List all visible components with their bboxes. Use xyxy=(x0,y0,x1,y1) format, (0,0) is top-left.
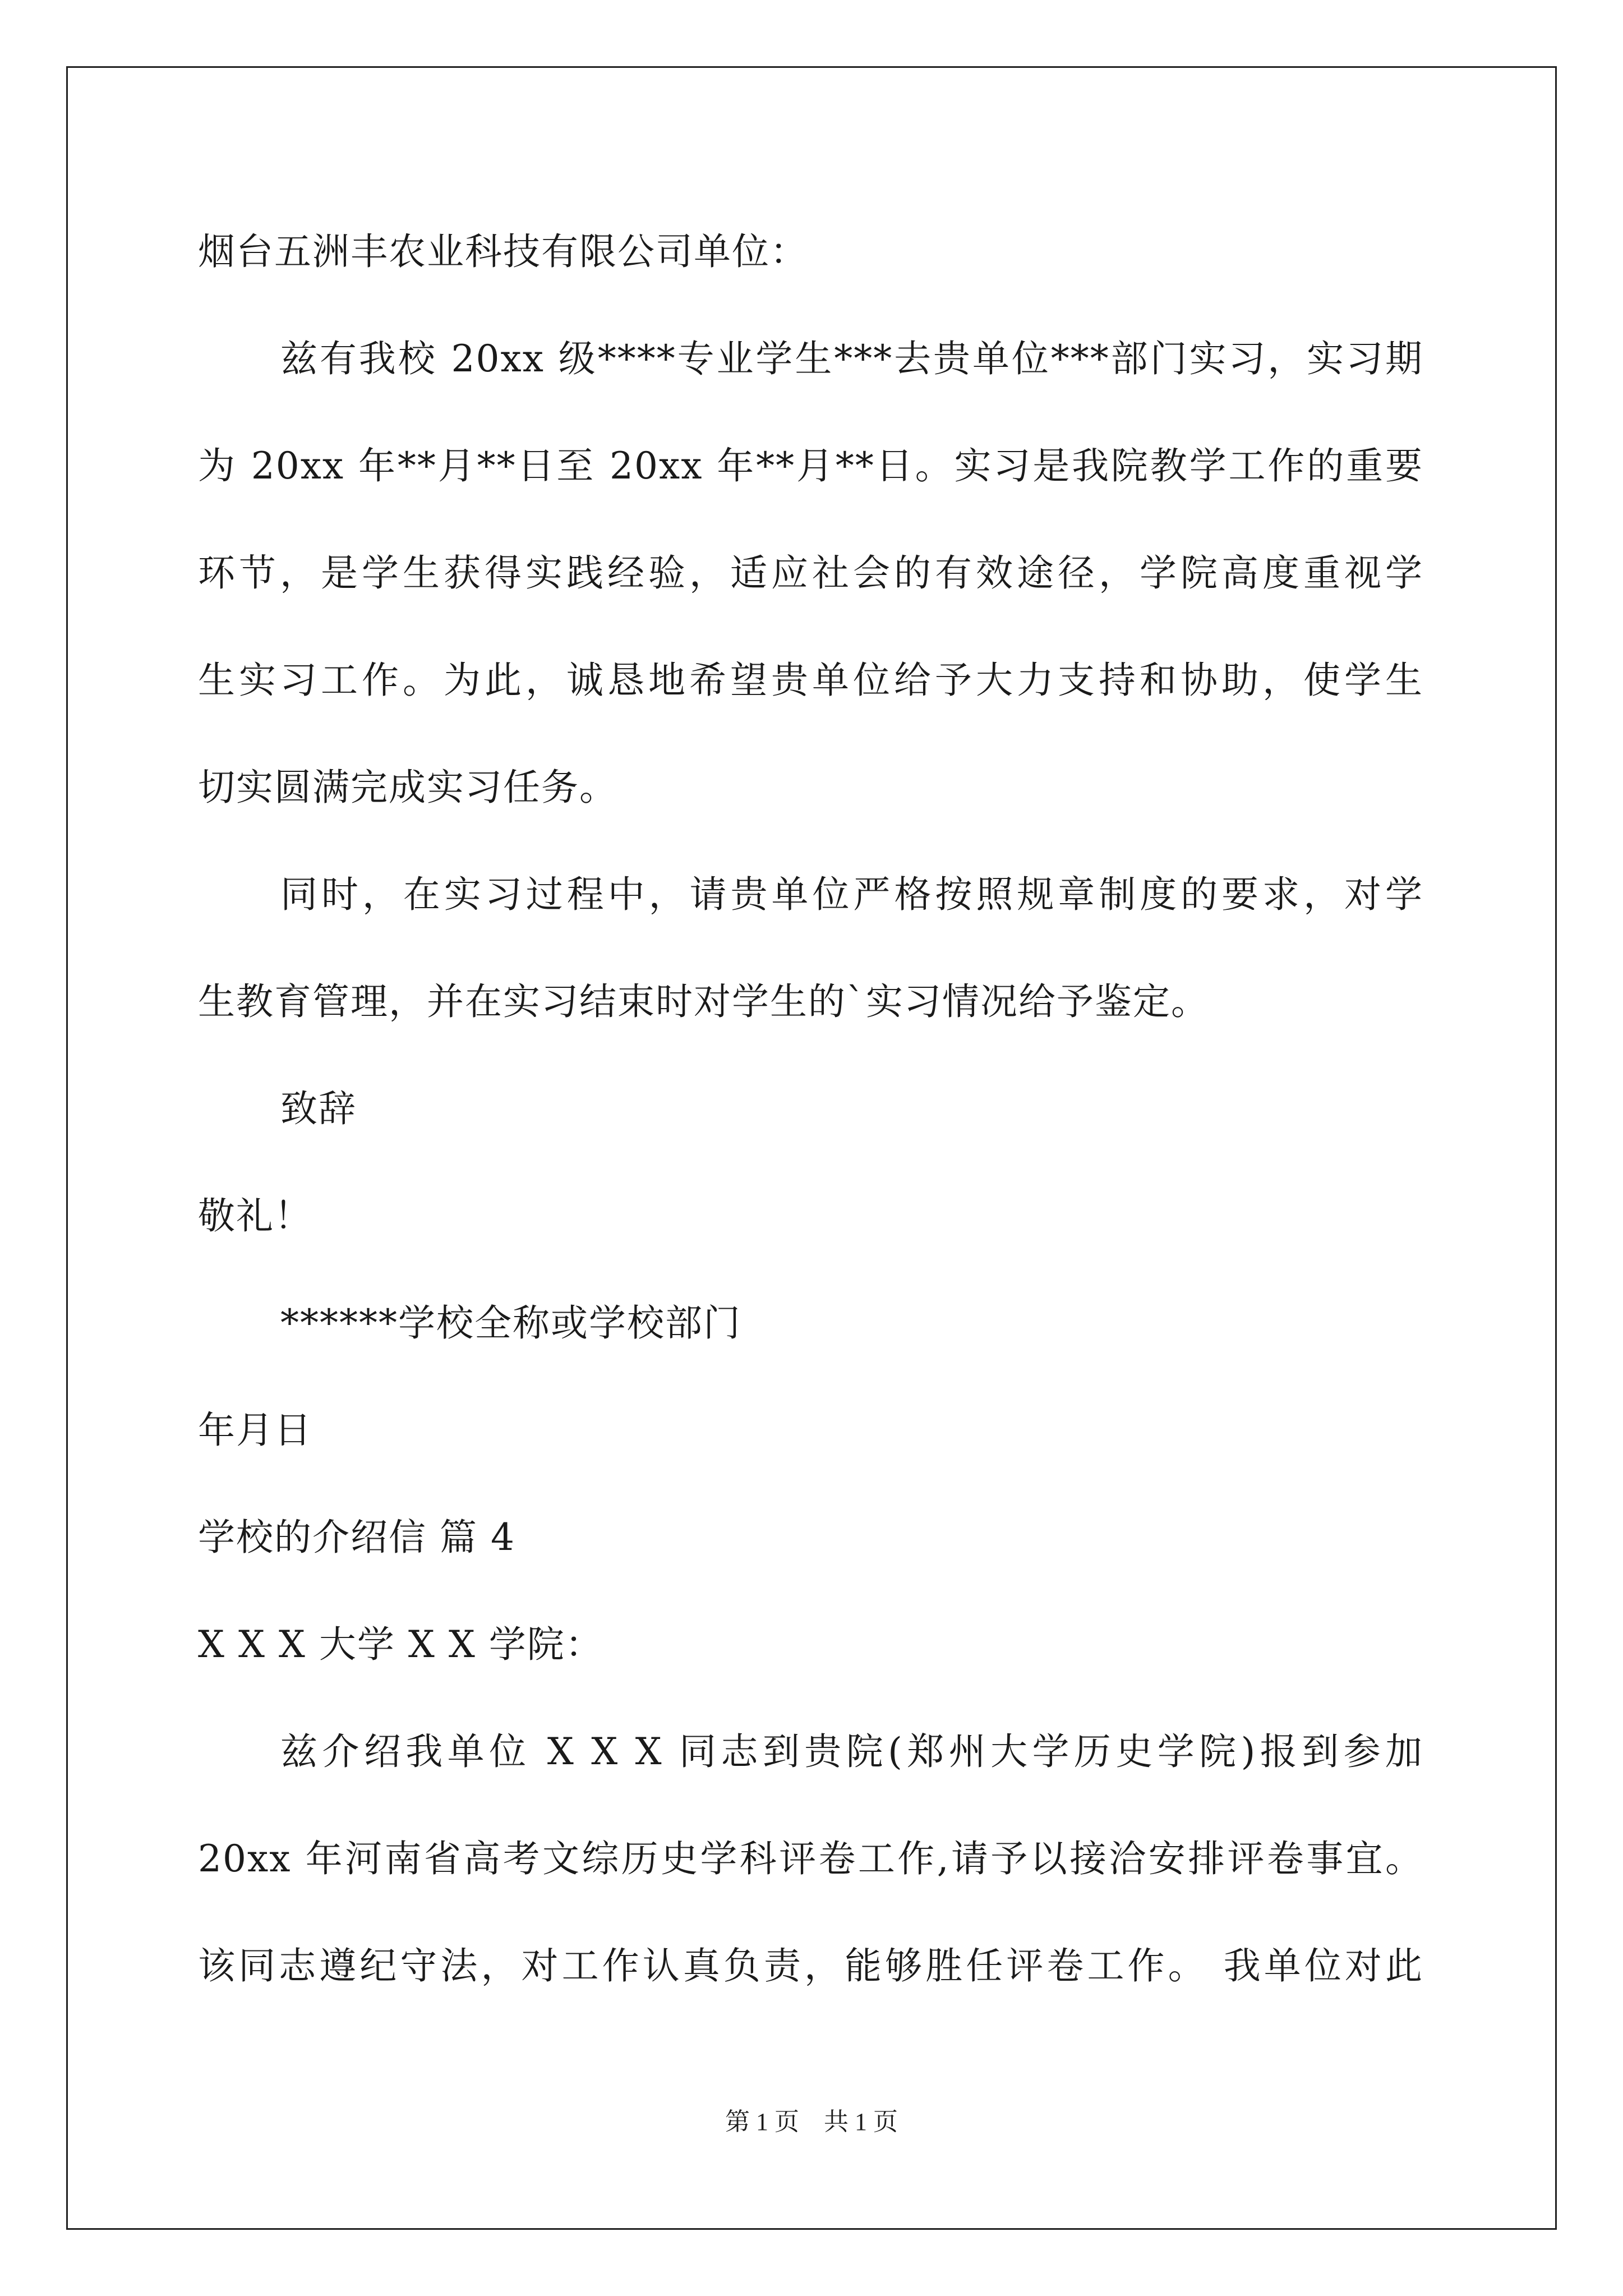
section-heading: 学校的介绍信 篇 4 xyxy=(198,1516,515,1559)
letter1-date: 年月日 xyxy=(198,1409,312,1452)
letter1-para1-line3: 环节，是学生获得实践经验，适应社会的有效途径，学院高度重视学 xyxy=(198,551,1423,595)
letter1-para1-line1: 兹有我校 20xx 级****专业学生***去贵单位***部门实习，实习期 xyxy=(280,337,1423,380)
letter2-para1-line2: 20xx 年河南省高考文综历史学科评卷工作,请予以接洽安排评卷事宜。 xyxy=(198,1837,1423,1880)
letter2-para1-line1: 兹介绍我单位 X X X 同志到贵院(郑州大学历史学院)报到参加 xyxy=(280,1730,1423,1773)
letter1-para2-line2: 生教育管理，并在实习结束时对学生的`实习情况给予鉴定。 xyxy=(198,980,1209,1023)
letter1-regards: 敬礼！ xyxy=(198,1194,312,1237)
letter1-closing: 致辞 xyxy=(280,1087,357,1130)
letter2-salutation: X X X 大学 X X 学院： xyxy=(198,1623,603,1666)
page-border xyxy=(66,66,1557,2230)
page-footer: 第 1 页 共 1 页 xyxy=(725,2108,898,2136)
letter1-para1-line5: 切实圆满完成实习任务。 xyxy=(198,766,617,809)
letter1-para1-line4: 生实习工作。为此，诚恳地希望贵单位给予大力支持和协助，使学生 xyxy=(198,659,1423,702)
letter1-signature: ******学校全称或学校部门 xyxy=(280,1301,741,1345)
letter1-para2-line1: 同时，在实习过程中，请贵单位严格按照规章制度的要求，对学 xyxy=(280,873,1423,916)
letter1-para1-line2: 为 20xx 年**月**日至 20xx 年**月**日。实习是我院教学工作的重要 xyxy=(198,444,1423,487)
letter1-salutation: 烟台五洲丰农业科技有限公司单位： xyxy=(198,230,808,273)
letter2-para1-line3: 该同志遵纪守法，对工作认真负责，能够胜任评卷工作。 我单位对此 xyxy=(198,1944,1423,1987)
